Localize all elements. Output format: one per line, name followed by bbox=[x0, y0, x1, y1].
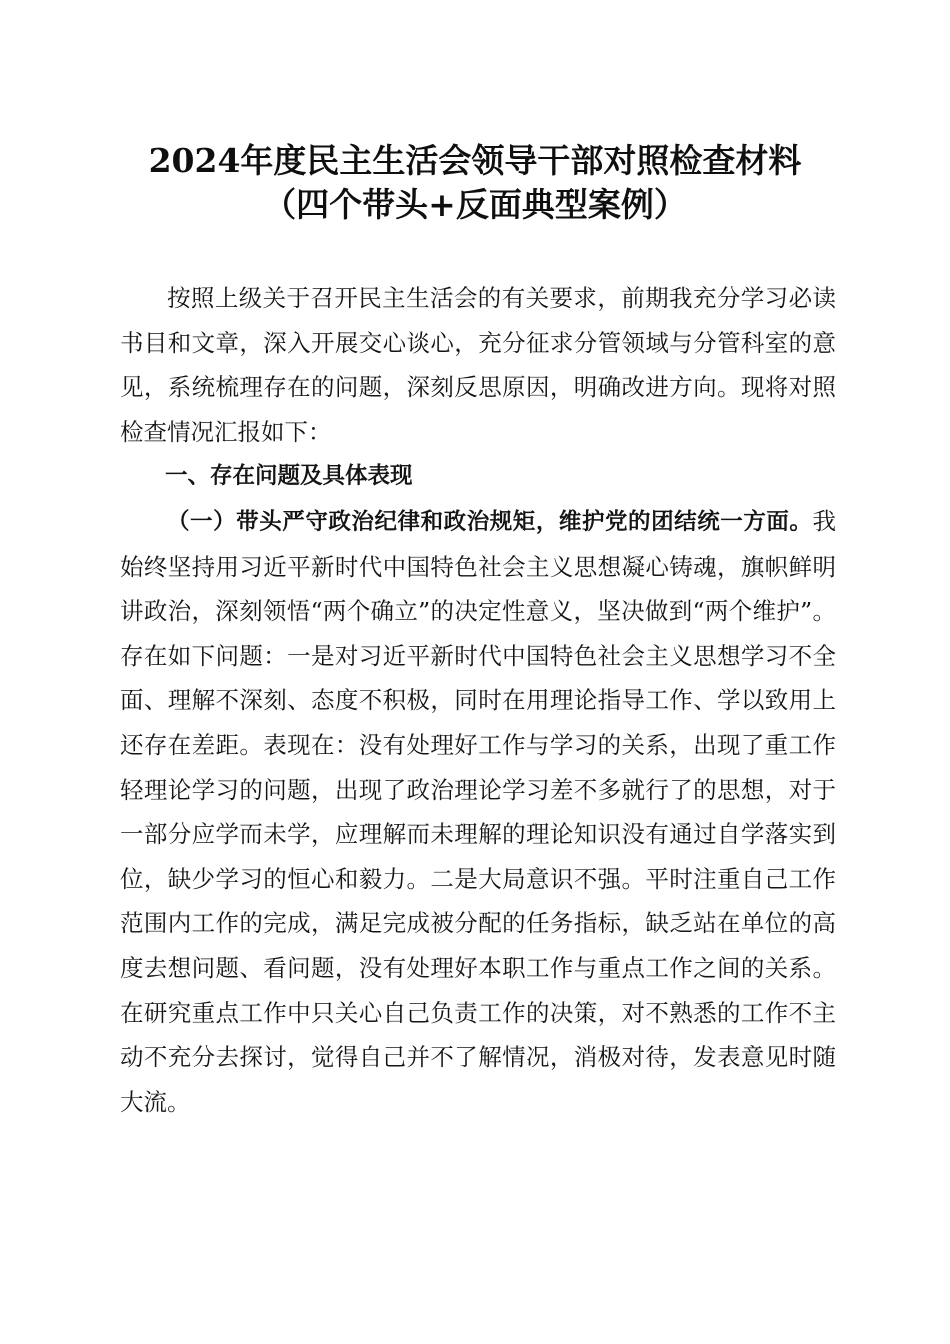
subsection-paragraph bbox=[120, 499, 836, 1124]
section-heading: 一、存在问题及具体表现 bbox=[165, 463, 413, 490]
document-body bbox=[120, 276, 836, 1124]
subsection-body: 我始终坚持用习近平新时代中国特色社会主义思想凝心铸魂，旗帜鲜明讲政治，深刻领悟“两个确立”的决定性意义，坚决做到“两个维护”。存在如下问题：一是对习近平新时代中国特色社会主义思想学习不全面、理解不深刻、态度不积极，同时在用理论指导工作、学以致用上还存在差距。表现在：没有处理好工作与学习的关系，出现了重工作轻理论学习的问题，出现了政治理论学习差不多就行了的思想，对于一部分应学而未学，应理解而未理解的理论知识没有通过自学落实到位，缺少学习的恒心和毅力。二是大局意识不强。平时注重自己工作范围内工作的完成，满足完成被分配的任务指标，缺乏站在单位的高度去想问题、看问题，没有处理好本职工作与重点工作之间的关系。在研究重点工作中只关心自己负责工作的决策，对不熟悉的工作不主动不充分去探讨，觉得自己并不了解情况，消极对待，发表意见时随大流。 bbox=[120, 506, 836, 1116]
document-title-line2: （四个带头+反面典型案例） bbox=[263, 185, 687, 224]
subsection-lead: （一）带头严守政治纪律和政治规矩，维护党的团结统一方面。 bbox=[167, 508, 813, 535]
intro-paragraph: 按照上级关于召开民主生活会的有关要求，前期我充分学习必读书目和文章，深入开展交心谈心，充分征求分管领域与分管科室的意见，系统梳理存在的问题，深刻反思原因，明确改进方向。现将对照检查情况汇报如下： bbox=[120, 284, 836, 446]
document-title-line1: 2024年度民主生活会领导干部对照检查材料 bbox=[148, 141, 802, 180]
